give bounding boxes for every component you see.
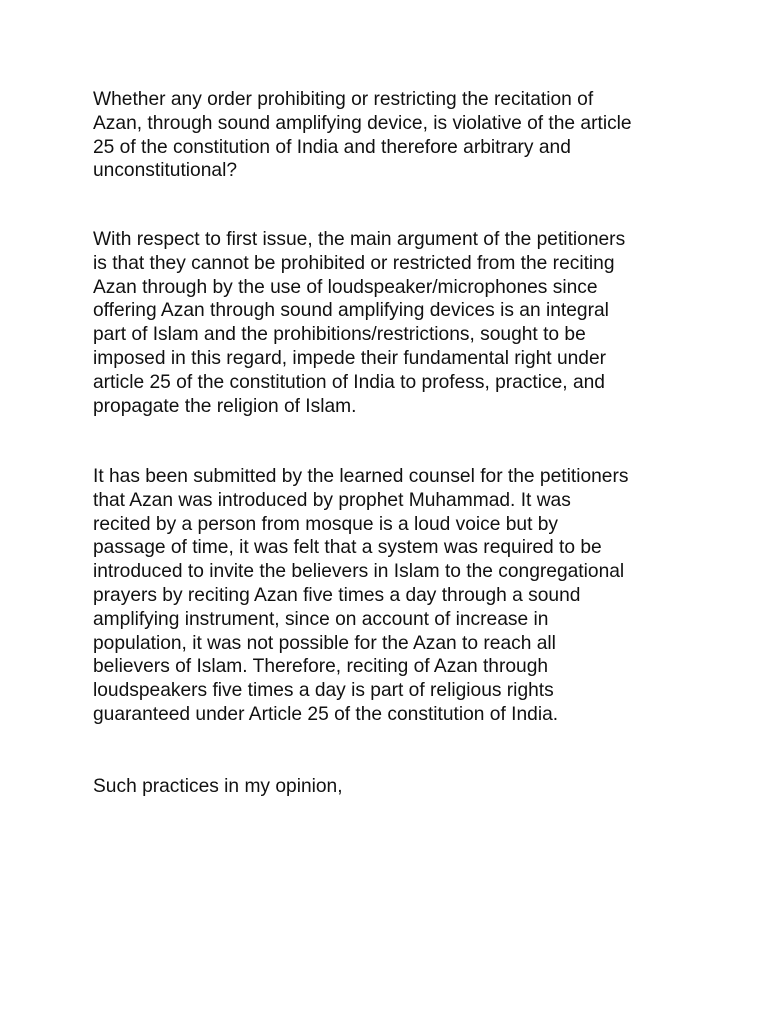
paragraph-counsel-submission: It has been submitted by the learned counsel for the petitioners that Azan was introduced by prophet Muhammad. It was recited by a person from mosque is a loud voice but by passage of time, it was felt that a system was required to be introduced to invite the believers in Islam to the congregational prayers by reciting Azan five times a day through a sound amplifying instrument, since on account of increase in population, it was not possible for the Azan to reach all believers of Islam. Therefore, reciting of Azan through loudspeakers five times a day is part of religious rights guaranteed under Article 25 of the constitution of India. [93,466,629,725]
paragraph-petitioners-argument: With respect to first issue, the main argument of the petitioners is that they cannot be prohibited or restricted from the reciting Azan through by the use of loudspeaker/microphones since offering Azan through sound amplifying devices is an integral part of Islam and the prohibitions/restrictions, sought to be imposed in this regard, impede their fundamental right under article 25 of the constitution of India to profess, practice, and propagate the religion of Islam. [93,229,626,417]
paragraph-issue-question: Whether any order prohibiting or restricting the recitation of Azan, through sound amplifying device, is violative of the article 25 of the constitution of India and therefore arbitrary and unconstitutional? [93,89,632,182]
paragraph-opinion-start: Such practices in my opinion, [93,776,343,797]
